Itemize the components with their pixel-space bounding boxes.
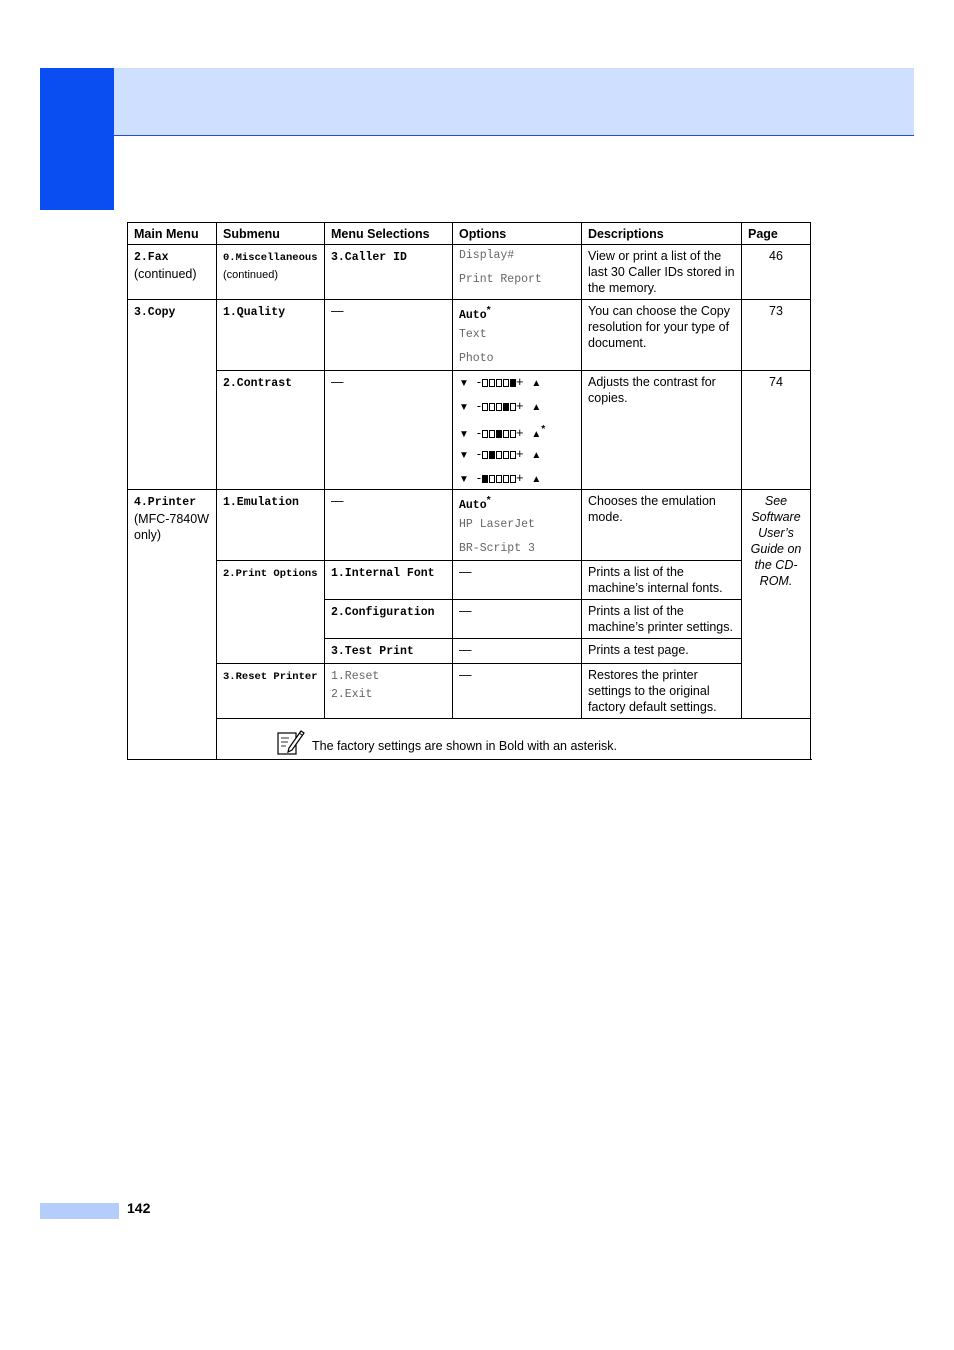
page-quality: 73: [742, 300, 811, 371]
option-configuration: —: [453, 600, 582, 639]
selection-quality: —: [325, 300, 453, 371]
contrast-plus: +: [516, 447, 524, 461]
selection-contrast: —: [325, 371, 453, 490]
footer-bar: [40, 1203, 119, 1219]
option-br-script: BR-Script 3: [459, 542, 535, 555]
submenu-misc-note: (continued): [223, 269, 279, 281]
down-arrow-icon: ▼: [459, 474, 469, 485]
contrast-level-row: [459, 422, 575, 446]
cell-options-caller-id: [453, 245, 582, 300]
option-text: Text: [459, 328, 487, 341]
contrast-segment: [489, 403, 495, 411]
table-row-fax: [128, 245, 811, 300]
table-row-reset-printer: [128, 664, 811, 719]
down-arrow-icon: ▼: [459, 378, 469, 389]
selection-exit: 2.Exit: [331, 688, 373, 701]
cell-options-emulation: [453, 490, 582, 561]
down-arrow-icon: ▼: [459, 450, 469, 461]
contrast-segment: [510, 451, 516, 459]
contrast-segment: [496, 379, 502, 387]
description-contrast: Adjusts the contrast for copies.: [582, 371, 742, 490]
option-emu-auto-row: [459, 493, 575, 517]
contrast-segment: [503, 451, 509, 459]
contrast-segment: [496, 430, 502, 438]
contrast-level-row: [459, 374, 575, 398]
contrast-level-row: [459, 398, 575, 422]
contrast-segment: [503, 379, 509, 387]
contrast-segment: [503, 430, 509, 438]
main-menu-fax-note: (continued): [134, 267, 197, 281]
table-row-internal-font: [128, 561, 811, 600]
contrast-segment: [482, 475, 488, 483]
up-arrow-icon: ▲: [531, 474, 542, 485]
description-caller-id: View or print a list of the last 30 Caller IDs stored in the memory.: [582, 245, 742, 300]
main-menu-printer: 4.Printer: [134, 496, 197, 509]
main-menu-copy: 3.Copy: [134, 306, 176, 319]
submenu-quality: 1.Quality: [223, 306, 286, 319]
contrast-minus: -: [476, 426, 482, 441]
default-marker: *: [486, 305, 491, 316]
selection-emulation: —: [325, 490, 453, 561]
contrast-plus: +: [516, 471, 524, 485]
cell-submenu-misc: [217, 245, 325, 300]
header-page: Page: [742, 223, 811, 245]
header-submenu: Submenu: [217, 223, 325, 245]
contrast-segment: [489, 451, 495, 459]
table-header-row: [128, 223, 811, 245]
default-marker: *: [486, 495, 491, 506]
submenu-reset-printer: 3.Reset Printer: [223, 671, 318, 683]
table-row-copy-contrast: [128, 371, 811, 490]
contrast-segment: [489, 379, 495, 387]
selection-test-print: 3.Test Print: [331, 645, 414, 658]
menu-table: [127, 222, 811, 760]
chapter-tab: [40, 68, 114, 210]
contrast-segment: [510, 475, 516, 483]
contrast-segment: [496, 451, 502, 459]
page-number: 142: [127, 1200, 151, 1216]
option-auto: Auto: [459, 309, 487, 323]
description-quality: You can choose the Copy resolution for your type of document.: [582, 300, 742, 371]
option-internal-font: —: [453, 561, 582, 600]
table-row-note: [128, 719, 811, 760]
submenu-contrast: 2.Contrast: [223, 377, 293, 390]
contrast-bar: [481, 475, 516, 483]
contrast-segment: [496, 403, 502, 411]
up-arrow-icon: ▲: [531, 378, 542, 389]
description-internal-font: Prints a list of the machine’s internal fonts.: [582, 561, 742, 600]
cell-selections-reset: [325, 664, 453, 719]
contrast-level-row: [459, 446, 575, 470]
option-reset-printer: —: [453, 664, 582, 719]
cell-selection-caller-id: [325, 245, 453, 300]
contrast-segment: [503, 475, 509, 483]
cell-options-quality: [453, 300, 582, 371]
description-test-print: Prints a test page.: [582, 639, 742, 664]
table-row-copy-quality: [128, 300, 811, 371]
description-emulation: Chooses the emulation mode.: [582, 490, 742, 561]
header-main-menu: Main Menu: [128, 223, 217, 245]
selection-caller-id: 3.Caller ID: [331, 251, 407, 264]
contrast-segment: [503, 403, 509, 411]
down-arrow-icon: ▼: [459, 429, 469, 441]
option-print-report: Print Report: [459, 273, 542, 286]
up-arrow-icon: ▲: [531, 402, 542, 413]
cell-selection-configuration: [325, 600, 453, 639]
description-reset-printer: Restores the printer settings to the original factory default settings.: [582, 664, 742, 719]
contrast-bar: [481, 451, 516, 459]
submenu-print-options: 2.Print Options: [223, 568, 318, 580]
contrast-minus: -: [476, 471, 482, 485]
header-options: Options: [453, 223, 582, 245]
selection-reset: 1.Reset: [331, 670, 380, 683]
cell-submenu-emulation: [217, 490, 325, 561]
header-descriptions: Descriptions: [582, 223, 742, 245]
cell-submenu-print-options: [217, 561, 325, 664]
submenu-miscellaneous: 0.Miscellaneous: [223, 252, 318, 264]
note-cell: [217, 719, 811, 760]
option-display: Display#: [459, 249, 515, 262]
submenu-emulation: 1.Emulation: [223, 496, 299, 509]
header-band: [114, 68, 914, 136]
note-pencil-icon: [275, 727, 305, 757]
contrast-segment: [482, 403, 488, 411]
selection-internal-font: 1.Internal Font: [331, 567, 435, 580]
contrast-segment: [482, 451, 488, 459]
option-emu-auto: Auto: [459, 499, 487, 513]
cell-selection-internal-font: [325, 561, 453, 600]
contrast-plus: +: [516, 399, 524, 413]
description-configuration: Prints a list of the machine’s printer settings.: [582, 600, 742, 639]
cell-main-printer: [128, 490, 217, 760]
contrast-plus: +: [516, 375, 524, 389]
contrast-segment: [482, 379, 488, 387]
contrast-bar: [481, 430, 516, 438]
up-arrow-icon: ▲: [531, 429, 542, 441]
contrast-minus: -: [476, 375, 482, 389]
cell-main-copy: [128, 300, 217, 490]
page-printer-ref: See Software User’s Guide on the CD-ROM.: [742, 490, 811, 719]
contrast-segment: [489, 475, 495, 483]
contrast-segment: [482, 430, 488, 438]
cell-options-contrast: [453, 371, 582, 490]
cell-selection-test-print: [325, 639, 453, 664]
table-row-printer-emulation: [128, 490, 811, 561]
note-text: The factory settings are shown in Bold with an asterisk.: [312, 739, 618, 753]
main-menu-printer-note: (MFC-7840W only): [134, 512, 210, 542]
main-menu-fax: 2.Fax: [134, 251, 169, 264]
cell-submenu-contrast: [217, 371, 325, 490]
contrast-segment: [489, 430, 495, 438]
option-hp-laserjet: HP LaserJet: [459, 518, 535, 531]
contrast-minus: -: [476, 399, 482, 413]
contrast-segment: [510, 403, 516, 411]
contrast-minus: -: [476, 447, 482, 461]
default-marker: *: [541, 424, 546, 435]
cell-main-fax: [128, 245, 217, 300]
down-arrow-icon: ▼: [459, 402, 469, 413]
contrast-level-row: [459, 470, 575, 486]
contrast-segment: [510, 430, 516, 438]
cell-submenu-reset-printer: [217, 664, 325, 719]
contrast-bar: [481, 379, 516, 387]
option-auto-row: [459, 303, 575, 327]
contrast-segment: [510, 379, 516, 387]
option-photo: Photo: [459, 352, 494, 365]
page-caller-id: 46: [742, 245, 811, 300]
header-menu-selections: Menu Selections: [325, 223, 453, 245]
cell-submenu-quality: [217, 300, 325, 371]
page-contrast: 74: [742, 371, 811, 490]
option-test-print: —: [453, 639, 582, 664]
selection-configuration: 2.Configuration: [331, 606, 435, 619]
contrast-bar: [481, 403, 516, 411]
up-arrow-icon: ▲: [531, 450, 542, 461]
contrast-segment: [496, 475, 502, 483]
contrast-plus: +: [516, 426, 524, 441]
